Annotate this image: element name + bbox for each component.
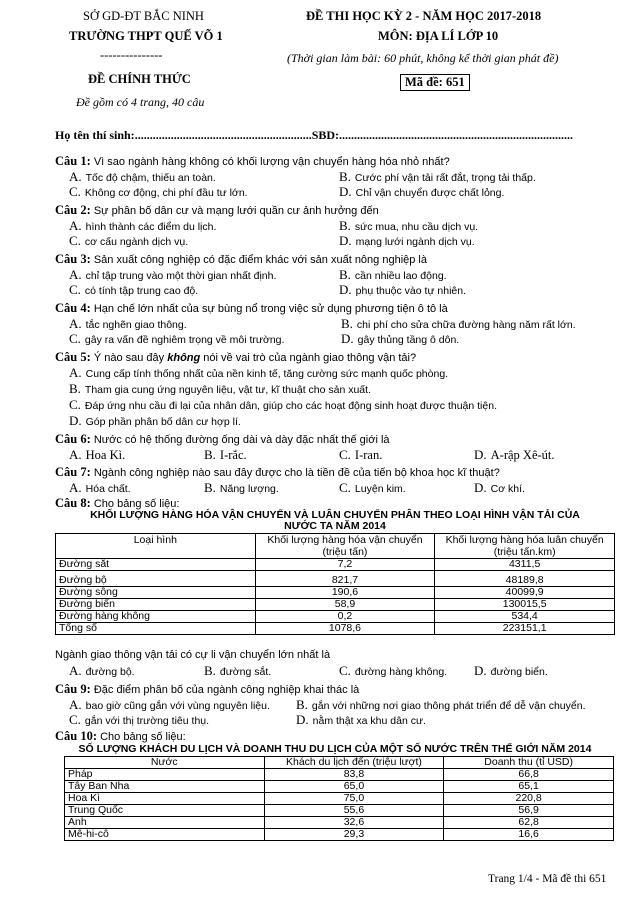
option-8a[interactable]: A. đường bộ. [69, 663, 135, 678]
option-2b[interactable]: B. sức mua, nhu cầu dịch vụ. [339, 218, 479, 233]
emphasis-not: không [167, 352, 201, 364]
question-4: Câu 4: Hạn chế lớn nhất của sự bùng nổ trong việc sử dụng phương tiện ô tô là [55, 301, 448, 315]
table-header: Khách du lịch đến (triệu lượt) [264, 757, 444, 769]
option-3d[interactable]: D. phụ thuộc vào tự nhiên. [339, 282, 466, 297]
option-5c[interactable]: C. Đáp ứng nhu cầu đi lại của nhân dân, giúp cho các hoạt động sinh hoạt được thuận tiện. [69, 397, 497, 412]
option-3c[interactable]: C. có tính tập trung cao độ. [69, 282, 199, 297]
question-9: Câu 9: Đặc điểm phân bố của ngành công nghiệp khai thác là [55, 682, 360, 696]
question-5: Câu 5: Ý nào sau đây không nói về vai trò của ngành giao thông vận tải? [55, 350, 417, 364]
table-row: Đường sông 190,6 40099,9 [56, 587, 615, 599]
table-row: Pháp 83,8 66,8 [65, 769, 614, 781]
name-dots: ........................................................... [134, 128, 312, 142]
option-3a[interactable]: A. chỉ tập trung vào một thời gian nhất định. [69, 267, 277, 282]
table-row: Đường hàng không 0,2 534,4 [56, 611, 615, 623]
sbd-dots: .............................................................................. [339, 128, 574, 142]
exam-title: ĐỀ THI HỌC KỲ 2 - NĂM HỌC 2017-2018 [306, 9, 542, 23]
option-2a[interactable]: A. hình thành các điểm du lịch. [69, 218, 217, 233]
question-8: Câu 8: Cho bảng số liệu: [55, 496, 180, 510]
option-9a[interactable]: A. bao giờ cũng gắn với vùng nguyên liệu. [69, 697, 270, 712]
name-label: Họ tên thí sinh: [55, 128, 135, 142]
option-3b[interactable]: B. cần nhiều lao động. [339, 267, 447, 282]
table-row: Đường biển 58,9 130015,5 [56, 599, 615, 611]
option-8b[interactable]: B. đường sắt. [204, 663, 272, 678]
question-8-prompt: Ngành giao thông vận tải có cự li vận chuyển lớn nhất là [55, 649, 331, 661]
table-header: Khối lượng hàng hóa vận chuyển (triệu tấn) [255, 534, 435, 559]
question-1 [55, 154, 450, 169]
page-footer: Trang 1/4 - Mã đề thi 651 [488, 873, 607, 885]
table-header: Khối lượng hàng hóa luân chuyển (triệu tấn.km) [435, 534, 615, 559]
option-7c[interactable]: C. Luyện kim. [339, 480, 406, 495]
question-7: Câu 7: Ngành công nghiệp nào sau đây được cho là tiền đề của tiến bộ khoa học kĩ thuật? [55, 465, 500, 479]
table-header: Loại hình [56, 534, 256, 559]
table-row: Tổng số 1078,6 223151,1 [56, 623, 615, 635]
subject: MÔN: ĐỊA LÍ LỚP 10 [378, 29, 499, 43]
exam-code-box: Mã đề: 651 [400, 74, 470, 91]
option-8c[interactable]: C. đường hàng không. [339, 663, 448, 678]
option-7b[interactable]: B. Năng lượng. [204, 480, 279, 495]
option-7a[interactable]: A. Hóa chất. [69, 480, 131, 495]
option-4c[interactable]: C. gây ra vấn đề nghiêm trọng về môi trường. [69, 331, 285, 346]
option-6c[interactable]: C. I-ran. [339, 447, 383, 462]
school-name: TRƯỜNG THPT QUẾ VÕ 1 [69, 29, 223, 43]
table-tourism [64, 756, 614, 841]
dept-name: SỞ GD-ĐT BẮC NINH [83, 9, 204, 23]
option-4d[interactable]: D. gây thủng tầng ô dôn. [341, 331, 460, 346]
option-4b[interactable]: B. chi phí cho sửa chữa đường hàng năm rất lớn. [341, 316, 576, 331]
table-header: Nước [65, 757, 265, 769]
option-1b[interactable]: B. Cước phí vận tải rất đắt, trọng tải thấp. [339, 169, 536, 184]
table-row: Anh 32,6 62,8 [65, 817, 614, 829]
question-2: Câu 2: Sự phân bố dân cư và mạng lưới quần cư ảnh hưởng đến [55, 203, 379, 217]
pages-note: Đề gồm có 4 trang, 40 câu [76, 95, 205, 109]
option-4a[interactable]: A. tắc nghẽn giao thông. [69, 316, 187, 331]
sbd-label: SBD: [311, 128, 340, 142]
table-freight [55, 533, 615, 635]
official-label: ĐỀ CHÍNH THỨC [88, 72, 191, 86]
option-9d[interactable]: D. nằm thật xa khu dân cư. [296, 712, 426, 727]
option-9b[interactable]: B. gắn với những nơi giao thông phát triển để dễ vận chuyển. [296, 697, 586, 712]
option-6b[interactable]: B. I-rắc. [204, 447, 247, 462]
table-header: Doanh thu (tỉ USD) [444, 757, 614, 769]
question-6: Câu 6: Nước có hệ thống đường ống dài và dày đặc nhất thế giới là [55, 432, 390, 446]
option-5a[interactable]: A. Cung cấp tính thống nhất của nền kinh tế, tăng cường sức mạnh quốc phòng. [69, 365, 449, 380]
option-1a[interactable]: A. Tốc độ chậm, thiếu an toàn. [69, 169, 216, 184]
student-line [55, 128, 573, 143]
table-row: Đường bộ 821,7 48189,8 [56, 571, 615, 587]
table-row: Đường sắt 7,2 4311,5 [56, 559, 615, 571]
option-5b[interactable]: B. Tham gia cung ứng nguyên liệu, vật tư, kĩ thuật cho sản xuất. [69, 381, 371, 396]
table-row: Trung Quốc 55,6 56,9 [65, 805, 614, 817]
table-row: Hoa Kì 75,0 220,8 [65, 793, 614, 805]
option-2c[interactable]: C. cơ cấu ngành dịch vụ. [69, 233, 189, 248]
option-1d[interactable]: D. Chỉ vận chuyển được chất lỏng. [339, 184, 505, 199]
option-6d[interactable]: D. A-rập Xê-út. [474, 447, 555, 462]
option-9c[interactable]: C. gắn với thị trường tiêu thụ. [69, 712, 210, 727]
option-7d[interactable]: D. Cơ khí. [474, 480, 525, 495]
time-note: (Thời gian làm bài: 60 phút, không kể thời gian phát đề) [287, 51, 559, 65]
table-header-row [56, 534, 615, 559]
table-header-row [65, 757, 614, 769]
table-row: Tây Ban Nha 65,0 65,1 [65, 781, 614, 793]
table-row: Mê-hi-cô 29,3 16,6 [65, 829, 614, 841]
question-text: Vì sao ngành hàng không có khối lượng vận chuyển hàng hóa nhỏ nhất? [90, 156, 450, 168]
table1-title: KHỐI LƯỢNG HÀNG HÓA VẬN CHUYỂN VÀ LUÂN CHUYỂN PHÂN THEO LOẠI HÌNH VẬN TẢI CỦA NƯỚC TA NĂM 2014 [90, 509, 580, 532]
table2-title: SỐ LƯỢNG KHÁCH DU LỊCH VÀ DOANH THU DU LỊCH CỦA MỘT SỐ NƯỚC TRÊN THẾ GIỚI NĂM 2014 [78, 743, 592, 755]
option-1c[interactable]: C. Không cơ động, chi phí đầu tư lớn. [69, 184, 248, 199]
dashes: --------------- [100, 48, 163, 62]
option-5d[interactable]: D. Góp phần phân bố dân cư hợp lí. [69, 413, 241, 428]
question-10: Câu 10: Cho bảng số liệu: [55, 729, 186, 743]
option-6a[interactable]: A. Hoa Kì. [69, 447, 126, 462]
question-3: Câu 3: Sản xuất công nghiệp có đặc điểm khác với sản xuất nông nghiệp là [55, 252, 427, 266]
question-label: Câu 1: [55, 154, 91, 168]
option-8d[interactable]: D. đường biển. [474, 663, 548, 678]
option-2d[interactable]: D. mạng lưới ngành dịch vụ. [339, 233, 475, 248]
